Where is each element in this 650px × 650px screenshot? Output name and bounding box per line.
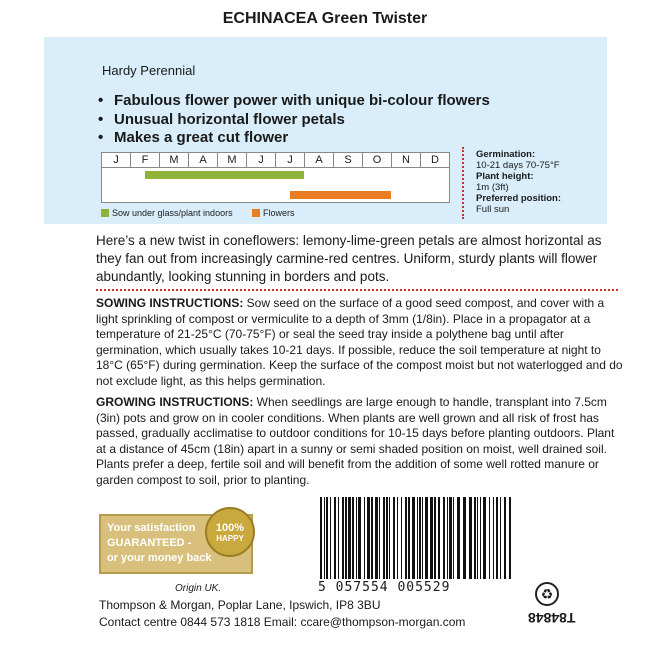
month-8: A xyxy=(305,153,334,167)
month-1: J xyxy=(102,153,131,167)
sowing-instructions xyxy=(96,296,626,389)
sowing-calendar xyxy=(101,152,450,203)
month-2: F xyxy=(131,153,160,167)
sowing-heading: SOWING INSTRUCTIONS: xyxy=(96,296,244,310)
info-divider xyxy=(462,147,464,219)
month-12: D xyxy=(431,154,439,166)
recycle-icon: ♻ xyxy=(535,582,559,606)
legend-sow: Sow under glass/plant indoors xyxy=(101,208,233,218)
legend-flowers-swatch xyxy=(252,209,260,217)
section-divider xyxy=(96,289,618,291)
month-7: J xyxy=(276,153,305,167)
growing-heading: GROWING INSTRUCTIONS: xyxy=(96,395,254,409)
growing-text: When seedlings are large enough to handle, transplant into 7.5cm (3in) pots and grow on in cooler conditions. When plants are well grown and all risk of frost has passed, gradually acclimatise to outdoor conditions for 10-15 days before planting outdoors. Plant at a distance of 45cm (18in) apart in a sunny or semi shaded position on moist, well drained soil. Plants prefer a deep, fertile soil and will benefit from the addition of some well rotted manure or garden compost to soil, prior to planting. xyxy=(96,395,615,487)
germination-value: 10-21 days 70-75°F xyxy=(476,160,560,171)
month-6: J xyxy=(247,153,276,167)
legend-sow-swatch xyxy=(101,209,109,217)
month-10: O xyxy=(363,153,392,167)
height-label: Plant height: xyxy=(476,171,534,182)
happy-seal-icon: 100% HAPPY xyxy=(205,507,255,557)
barcode xyxy=(318,497,514,579)
month-11: N xyxy=(392,153,421,167)
feature-item: • Fabulous flower power with unique bi-colour flowers xyxy=(98,92,490,109)
origin: Origin UK. xyxy=(175,583,222,594)
height-value: 1m (3ft) xyxy=(476,182,509,193)
flower-bar xyxy=(290,191,391,199)
company-address: Thompson & Morgan, Poplar Lane, Ipswich, IP8 3BU Contact centre 0844 573 1818 Email: ccare@thompson-morgan.com xyxy=(99,598,466,629)
position-value: Full sun xyxy=(476,204,510,215)
product-title: ECHINACEA Green Twister xyxy=(222,10,428,27)
month-4: A xyxy=(189,153,218,167)
growing-instructions xyxy=(96,395,626,488)
growing-facts xyxy=(476,149,561,215)
description: Here’s a new twist in coneflowers: lemony-lime-green petals are almost horizontal as they fan out from increasingly carmine-red centres. Uniform, sturdy plants will flower abundantly, looking stunning in borders and pots. xyxy=(96,233,602,284)
product-code: T84848 xyxy=(528,610,576,626)
calendar-months xyxy=(102,153,449,168)
plant-type: Hardy Perennial xyxy=(102,63,196,78)
sow-bar xyxy=(145,171,304,179)
feature-item: • Unusual horizontal flower petals xyxy=(98,110,345,128)
feature-item: • Makes a great cut flower xyxy=(98,129,289,146)
position-label: Preferred position: xyxy=(476,193,561,204)
guarantee-badge: Your satisfaction GUARANTEED - or your money back xyxy=(99,514,253,574)
legend-flowers: Flowers xyxy=(252,208,295,218)
month-9: S xyxy=(334,153,363,167)
sowing-text: Sow seed on the surface of a good seed compost, and cover with a light sprinkling of compost or vermiculite to a depth of 3mm (1/8in). Place in a propagator at a temperature of 21-25°C (70-75°F) or seal the seed tray inside a polythene bag until after germination, which usually takes 10-21 days. If possible, reduce the soil temperature at night to 18°C (65°F) during germination. Keep the surface of the compost moist but not waterlogged and do not exclude light, as this helps germination. xyxy=(96,296,623,388)
month-3: M xyxy=(160,153,189,167)
month-5: M xyxy=(218,153,247,167)
feature-list xyxy=(98,92,490,148)
germination-label: Germination: xyxy=(476,149,536,160)
barcode-number: 5 057554 005529 xyxy=(318,580,451,595)
